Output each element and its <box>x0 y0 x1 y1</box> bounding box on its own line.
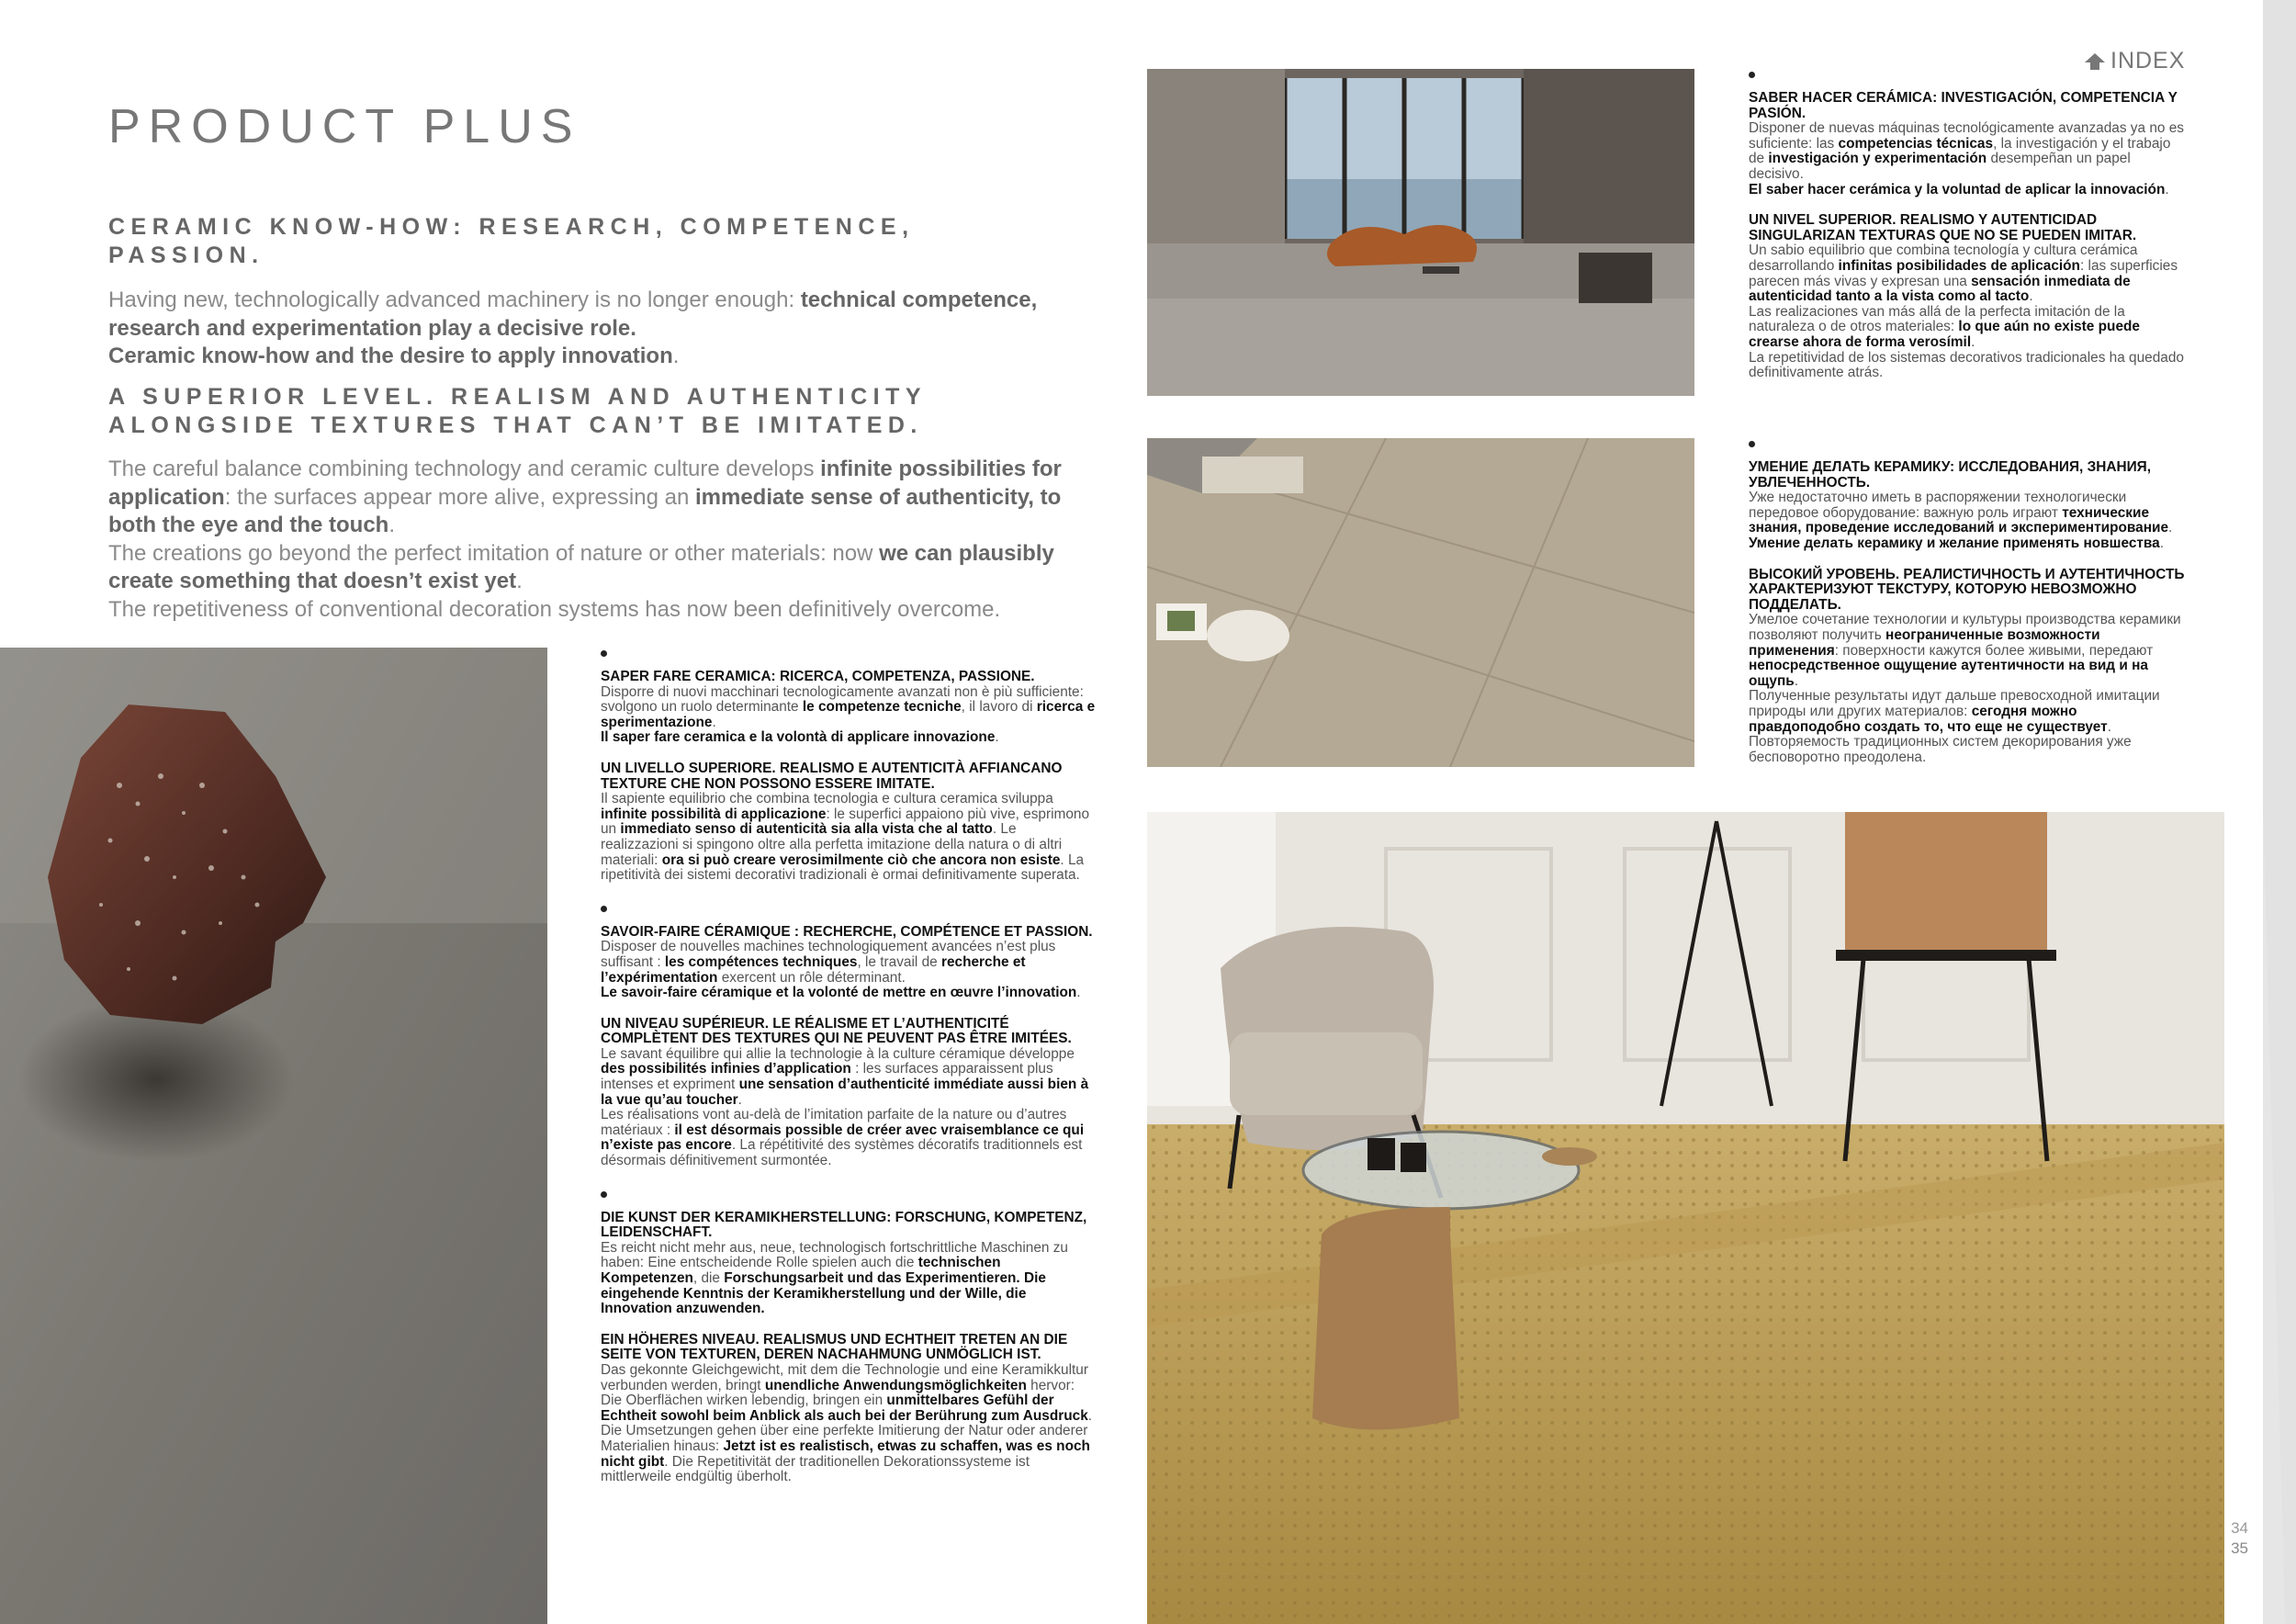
de-paragraph-1: Es reicht nicht mehr aus, neue, technologisch fortschrittliche Maschinen zu haben: Eine entscheidende Rolle spielen auch die technischen Kompetenzen, die Forschungsarbeit und das Experimentieren. Die eingehende Kenntnis der Keramikherstellung und der Wille, die Innovation anzuwenden. <box>601 1239 1068 1317</box>
it-heading-1: SAPER FARE CERAMICA: RICERCA, COMPETENZA, PASSIONE. <box>601 669 1035 684</box>
en-paragraph-2: The careful balance combining technology and ceramic culture develops infinite possibilities for application: the surfaces appear more alive, expressing an immediate sense of authenticity, to both the eye and the touch. The creations go beyond the perfect imitation of nature or other materials: now we can plausibly create something that doesn’t exist yet. The repetitiveness of conventional decoration systems has now been definitively overcome. <box>108 457 1062 622</box>
ru-heading-1: УМЕНИЕ ДЕЛАТЬ КЕРАМИКУ: ИССЛЕДОВАНИЯ, ЗНАНИЯ, УВЛЕЧЕННОСТЬ. <box>1749 459 2151 491</box>
en-paragraph-1: Having new, technologically advanced machinery is no longer enough: technical competence, research and experimentation play a decisive role. Ceramic know-how and the desire to apply innovation. <box>108 288 1038 368</box>
en-section-2 <box>108 383 1082 624</box>
ru-paragraph-1: Уже недостаточно иметь в распоряжении технологически передовое оборудование: важную роль играют технические знания, проведение исследований и экспериментирование. Умение делать керамику и желание применять новшества. <box>1749 490 2173 551</box>
es-column <box>1749 72 2186 381</box>
en-section-1 <box>108 213 1082 371</box>
de-heading-2: EIN HÖHERES NIVEAU. REALISMUS UND ECHTHEIT TRETEN AN DIE SEITE VON TEXTUREN, DEREN NACHAHMUNG UNMÖGLICH IST. <box>601 1331 1068 1363</box>
sculpture-photo <box>0 648 547 1624</box>
es-paragraph-2: Un sabio equilibrio que combina tecnología y cultura cerámica desarrollando infinitas posibilidades de aplicación: las superficies parecen más vivas y expresan una sensación inmediata de autenticidad tanto a la vista como al tacto. Las realizaciones van más allá de la perfecta imitación de la naturaleza o de otros materiales: lo que aún no existe puede crearse ahora de forma verosímil. La repetitividad de los sistemas decorativos tradicionales ha quedado definitivamente atrás. <box>1749 242 2184 381</box>
bullet-dot <box>601 650 607 657</box>
index-label: INDEX <box>2110 48 2186 73</box>
es-paragraph-1: Disponer de nuevas máquinas tecnológicamente avanzadas ya no es suficiente: las competencias técnicas, la investigación y el trabajo de investigación y experimentación desempeñan un papel decisivo. El saber hacer cerámica y la voluntad de aplicar la innovación. <box>1749 120 2184 197</box>
fr-paragraph-2: Le savant équilibre qui allie la technologie à la culture céramique développe des possibilités infinies d’application : les surfaces apparaissent plus intenses et expriment une sensation d’authenticité immédiate aussi bien à la vue qu’au toucher. Les réalisations vont au-delà de l’imitation parfaite de la nature ou d’autres matériaux : il est désormais possible de créer avec vraisemblance ce qui n’existe pas encore. La répétitivité des systèmes décoratifs traditionnels est désormais définitivement surmontée. <box>601 1045 1089 1169</box>
en-heading-2: A SUPERIOR LEVEL. REALISM AND AUTHENTICITY ALONGSIDE TEXTURES THAT CAN’T BE IMITATED. <box>108 384 928 438</box>
up-arrow-icon <box>2083 51 2107 72</box>
de-paragraph-2: Das gekonnte Gleichgewicht, mit dem die Technologie und eine Keramikkultur verbunden werden, bringt unendliche Anwendungsmöglichkeiten hervor: Die Oberflächen wirken lebendig, bringen ein unmittelbares Gefühl der Echtheit sowohl beim Anblick als auch bei der Berührung zum Ausdruck. Die Umsetzungen gehen über eine perfekte Imitierung der Natur oder anderer Materialien hinaus: Jetzt ist es realistisch, etwas zu schaffen, was es noch nicht gibt. Die Repetitivität der traditionellen Dekorationssysteme ist mittlerweile endgültig überholt. <box>601 1361 1093 1485</box>
es-heading-1: SABER HACER CERÁMICA: INVESTIGACIÓN, COMPETENCIA Y PASIÓN. <box>1749 90 2178 121</box>
it-heading-2: UN LIVELLO SUPERIORE. REALISMO E AUTENTICITÀ AFFIANCANO TEXTURE CHE NON POSSONO ESSERE IMITATE. <box>601 760 1063 792</box>
fr-heading-1: SAVOIR-FAIRE CÉRAMIQUE : RECHERCHE, COMPÉTENCE ET PASSION. <box>601 923 1093 940</box>
es-heading-2: UN NIVEL SUPERIOR. REALISMO Y AUTENTICIDAD SINGULARIZAN TEXTURAS QUE NO SE PUEDEN IMITAR. <box>1749 212 2137 243</box>
fr-heading-2: UN NIVEAU SUPÉRIEUR. LE RÉALISME ET L’AUTHENTICITÉ COMPLÈTENT DES TEXTURES QUI NE PEUVENT PAS ÊTRE IMITÉES. <box>601 1015 1072 1047</box>
page-number-right: 35 <box>2231 1539 2248 1557</box>
ru-column <box>1749 441 2186 765</box>
bullet-dot <box>1749 441 1755 447</box>
de-heading-1: DIE KUNST DER KERAMIKHERSTELLUNG: FORSCHUNG, KOMPETENZ, LEIDENSCHAFT. <box>601 1209 1087 1241</box>
bullet-dot <box>1749 72 1755 78</box>
ru-paragraph-2: Умелое сочетание технологии и культуры производства керамики позволяют получить неограниченные возможности применения: поверхности кажутся более живыми, передают непосредственное ощущение аутентичности на вид и на ощупь. Полученные результаты идут дальше превосходной имитации природы или других материалов: сегодня можно правдоподобно создать то, что еще не существует. Повторяемость традиционных систем декорирования уже бесповоротно преодолена. <box>1749 612 2181 765</box>
bullet-dot <box>601 1191 607 1198</box>
bullet-dot <box>601 906 607 912</box>
page-title: PRODUCT PLUS <box>108 100 581 153</box>
index-link[interactable] <box>2083 48 2185 74</box>
fr-paragraph-1: Disposer de nouvelles machines technologiquement avancées n’est plus suffisant : les compétences techniques, le travail de recherche et l’expérimentation exercent un rôle déterminant. Le savoir-faire céramique et la volonté de mettre en œuvre l’innovation. <box>601 939 1081 1001</box>
ru-heading-2: ВЫСОКИЙ УРОВЕНЬ. РЕАЛИСТИЧНОСТЬ И АУТЕНТИЧНОСТЬ ХАРАКТЕРИЗУЮТ ТЕКСТУРУ, КОТОРУЮ НЕВОЗМОЖНО ПОДДЕЛАТЬ. <box>1749 566 2185 613</box>
it-paragraph-2: Il sapiente equilibrio che combina tecnologia e cultura ceramica sviluppa infinite possibilità di applicazione: le superfici appaiono più vive, esprimono un immediato senso di autenticità sia alla vista che al tatto. Le realizzazioni si spingono oltre alla perfetta imitazione della natura o di altri materiali: ora si può creare verosimilmente ciò che ancora non esiste. La ripetitività dei sistemi decorativi tradizionali è ormai definitivamente superata. <box>601 791 1090 884</box>
page-number-left: 34 <box>2231 1519 2248 1537</box>
it-fr-column <box>601 650 1097 1485</box>
en-heading-1: CERAMIC KNOW-HOW: RESEARCH, COMPETENCE, PASSION. <box>108 214 915 268</box>
stone-tiles-photo <box>1147 438 1694 767</box>
it-paragraph-1: Disporre di nuovi macchinari tecnologicamente avanzati non è più sufficiente: svolgono un ruolo determinante le competenze tecniche, il lavoro di ricerca e sperimentazione. Il saper fare ceramica e la volontà di applicare innovazione. <box>601 683 1096 746</box>
living-room-photo <box>1147 69 1694 396</box>
armchair-photo <box>1147 812 2224 1624</box>
